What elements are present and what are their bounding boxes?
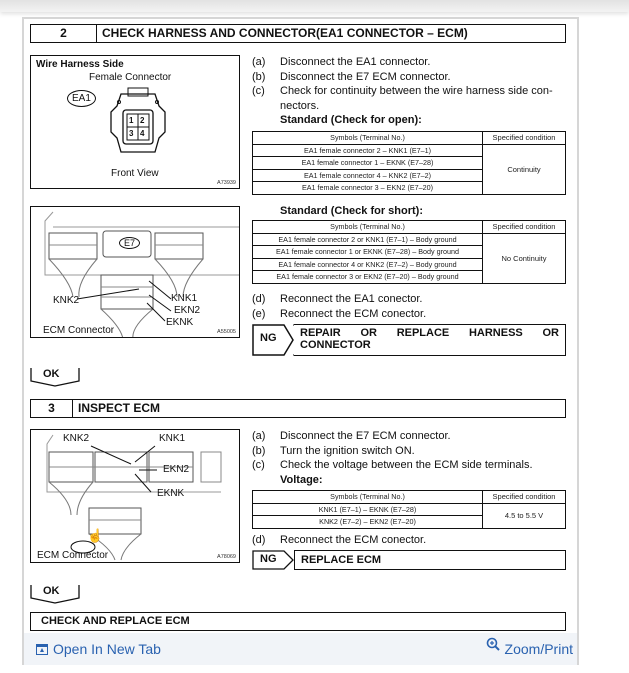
ng-action-text: REPLACE ECM [294, 550, 566, 570]
instruction-item: (a) Disconnect the E7 ECM connector. [252, 430, 451, 442]
table-cell: No Continuity [483, 233, 566, 283]
ng-replace-ecm-box [252, 550, 566, 570]
instruction-item: (e) Reconnect the ECM conector. [252, 307, 427, 320]
instruction-item: (c) Check for continuity between the wire harness side con-nectors. [252, 85, 553, 112]
final-action-box: CHECK AND REPLACE ECM [30, 612, 566, 631]
standard-short-title-wrap [252, 204, 572, 219]
step-3-instructions-after [252, 533, 572, 548]
diagram-panel [22, 17, 579, 665]
viewer-footer [24, 633, 577, 665]
ea1-connector-figure [30, 55, 240, 189]
instruction-item: (c) Check the voltage between the ECM side terminals. [252, 459, 533, 471]
instruction-item: (b) Turn the ignition switch ON. [252, 444, 415, 457]
table-header: Specified condition [483, 491, 566, 504]
ng-tag: NG [252, 550, 294, 570]
short-check-table [252, 220, 566, 284]
figure-caption: ECM Connector [43, 325, 115, 336]
table-cell: EA1 female connector 2 – KNK1 (E7–1) [253, 144, 483, 157]
table-cell: EA1 female connector 4 – KNK2 (E7–2) [253, 169, 483, 182]
figure-code: A73939 [217, 180, 236, 186]
table-header: Specified condition [483, 221, 566, 234]
voltage-title: Voltage: [280, 473, 323, 486]
figure-code: A78069 [217, 554, 236, 560]
zoom-print-link[interactable]: Zoom/Print [486, 641, 573, 657]
open-in-new-tab-link[interactable]: Open In New Tab [36, 641, 161, 657]
step-number: 3 [31, 400, 73, 417]
figure-code: A55005 [217, 329, 236, 335]
instruction-item: (b) Disconnect the E7 ECM connector. [252, 70, 451, 83]
pin-3: 3 [129, 129, 134, 138]
terminal-label-knk2: KNK2 [63, 433, 90, 444]
repair-document [24, 19, 577, 633]
ng-action-text: REPAIR OR REPLACE HARNESS OR CONNECTOR [294, 324, 566, 356]
hand-cursor-icon: ☝ [87, 528, 104, 543]
step-number: 2 [31, 25, 97, 42]
ecm-drawing-icon [31, 430, 240, 563]
step-3-header [30, 399, 566, 418]
ok-step-3: OK [30, 584, 78, 602]
step-3-instructions [252, 429, 572, 487]
table-cell: 4.5 to 5.5 V [483, 503, 566, 528]
table-header: Symbols (Terminal No.) [253, 491, 483, 504]
table-cell: EA1 female connector 4 or KNK2 (E7–2) – Body ground [253, 258, 483, 271]
female-connector-icon [103, 86, 173, 158]
terminal-label-ekn2: EKN2 [163, 464, 190, 475]
terminal-label-eknk: EKNK [166, 317, 194, 328]
connector-tag: EA1 [67, 90, 96, 107]
zoom-in-icon [486, 637, 500, 653]
table-cell: Continuity [483, 144, 566, 194]
table-cell: EA1 female connector 3 – EKN2 (E7–20) [253, 182, 483, 195]
connector-tag: E7 [119, 237, 140, 249]
table-header: Symbols (Terminal No.) [253, 221, 483, 234]
pin-4: 4 [140, 129, 145, 138]
ecm-connector-figure [30, 206, 240, 338]
ng-repair-harness-box [252, 324, 566, 356]
table-header: Specified condition [483, 132, 566, 145]
table-cell: EA1 female connector 1 or EKNK (E7–28) – Body ground [253, 246, 483, 259]
terminal-label-ekn2: EKN2 [174, 305, 201, 316]
viewer-top-shadow [0, 0, 629, 12]
step-2-instructions-after [252, 292, 572, 321]
figure-caption: Front View [111, 168, 159, 179]
step-title: INSPECT ECM [78, 401, 161, 415]
standard-short-title: Standard (Check for short): [280, 205, 424, 217]
step-2-instructions [252, 55, 572, 128]
table-cell: KNK1 (E7–1) – EKNK (E7–28) [253, 503, 483, 516]
ecm-connector-drawing-icon [31, 207, 240, 338]
figure-caption: ECM Connector [37, 550, 109, 561]
voltage-table [252, 490, 566, 529]
terminal-label-knk1: KNK1 [171, 293, 198, 304]
table-cell: EA1 female connector 2 or KNK1 (E7–1) – Body ground [253, 233, 483, 246]
open-check-table [252, 131, 566, 195]
table-cell: EA1 female connector 1 – EKNK (E7–28) [253, 157, 483, 170]
new-tab-icon [36, 644, 48, 655]
table-header: Symbols (Terminal No.) [253, 132, 483, 145]
terminal-label-knk1: KNK1 [159, 433, 186, 444]
ecm-inspect-figure [30, 429, 240, 563]
terminal-label-knk2: KNK2 [53, 295, 80, 306]
figure-heading: Wire Harness Side [36, 59, 124, 70]
pin-1: 1 [129, 116, 134, 125]
ng-tag: NG [252, 324, 294, 356]
pin-2: 2 [140, 116, 145, 125]
instruction-item: (a) Disconnect the EA1 connector. [252, 56, 431, 68]
step-title: CHECK HARNESS AND CONNECTOR(EA1 CONNECTOR – ECM) [102, 26, 468, 40]
terminal-label-eknk: EKNK [157, 488, 185, 499]
standard-open-title: Standard (Check for open): [280, 114, 422, 126]
ok-step-2: OK [30, 367, 78, 385]
instruction-item: (d) Reconnect the ECM conector. [252, 534, 427, 546]
table-cell: EA1 female connector 3 or EKN2 (E7–20) – Body ground [253, 271, 483, 284]
figure-subheading: Female Connector [89, 72, 172, 83]
instruction-item: (d) Reconnect the EA1 conector. [252, 293, 423, 305]
step-2-header [30, 24, 566, 43]
table-cell: KNK2 (E7–2) – EKN2 (E7–20) [253, 516, 483, 529]
